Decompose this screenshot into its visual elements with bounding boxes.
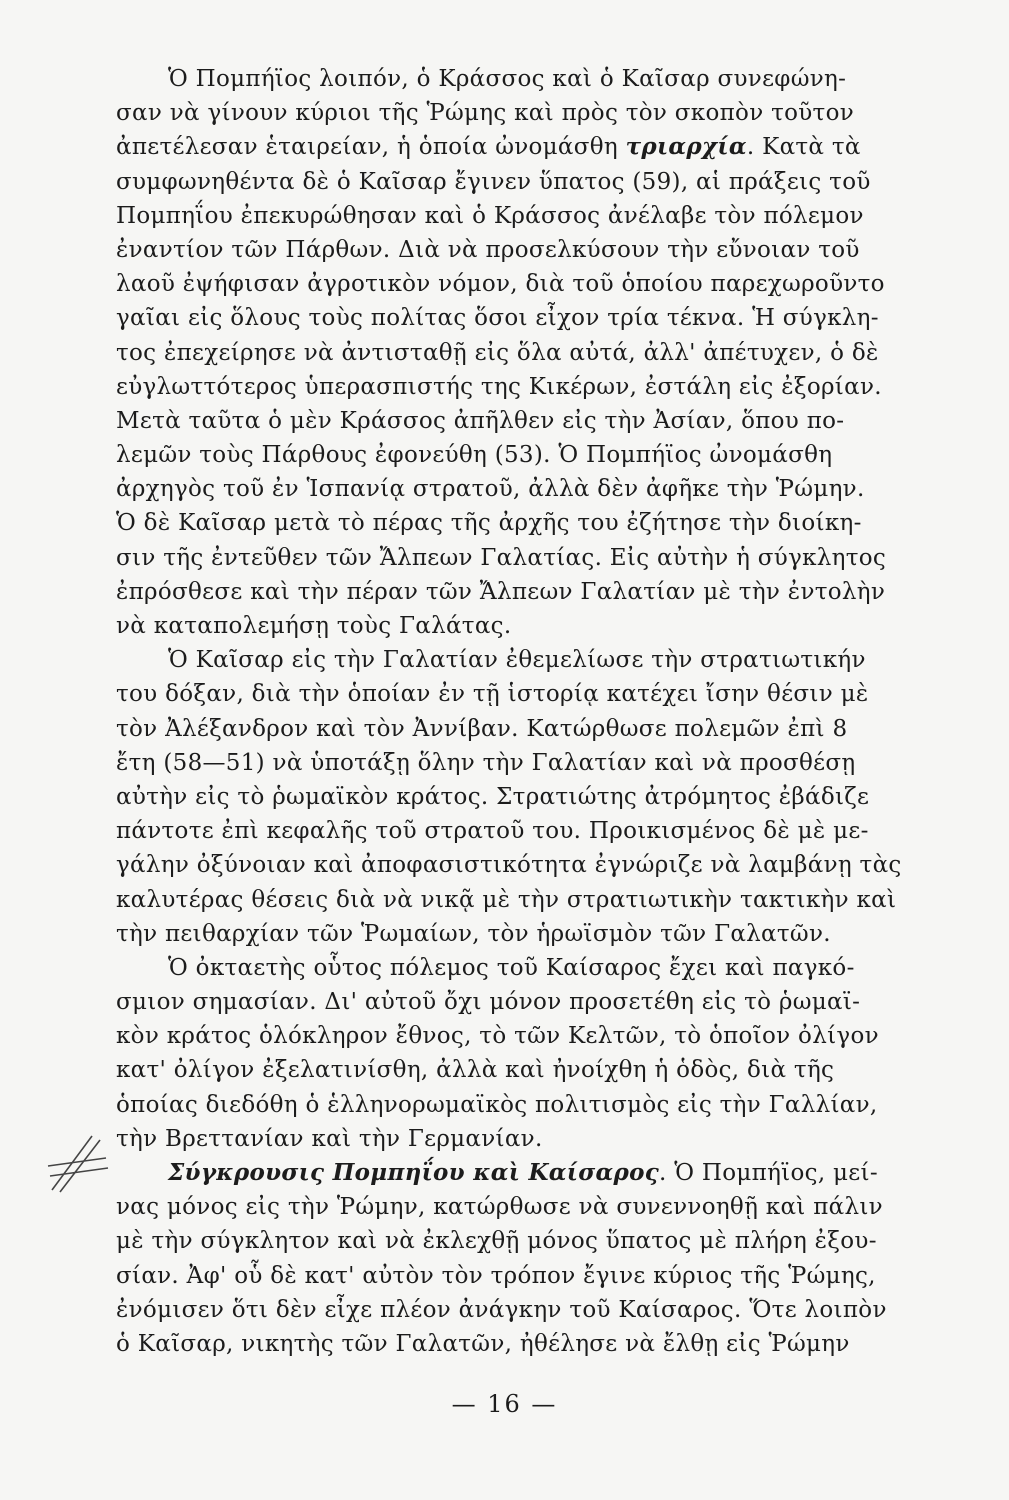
text-line: ἐπρόσθεσε καὶ τὴν πέραν τῶν Ἄλπεων Γαλατίαν μὲ τὴν ἐντολὴν bbox=[116, 578, 886, 605]
text-line: Ὁ δὲ Καῖσαρ μετὰ τὸ πέρας τῆς ἀρχῆς του ἐζήτησε τὴν διοίκη- bbox=[116, 510, 862, 537]
text-line: γαῖαι εἰς ὅλους τοὺς πολίτας ὅσοι εἶχον τρία τέκνα. Ἡ σύγκλη- bbox=[116, 305, 879, 332]
text-line bbox=[116, 1156, 962, 1190]
text-line: ὁποίας διεδόθη ὁ ἑλληνορωμαϊκὸς πολιτισμὸς εἰς τὴν Γαλλίαν, bbox=[116, 1091, 878, 1118]
line-text: ἀπετέλεσαν ἑταιρείαν, ἡ ὁποία ὠνομάσθη bbox=[116, 134, 626, 161]
emphasized-term: Σύγκρουσις Πομπηΐου καὶ Καίσαρος bbox=[168, 1159, 660, 1186]
text-line: σμιον σημασίαν. Δι' αὐτοῦ ὄχι μόνον προσετέθη εἰς τὸ ῥωμαϊ- bbox=[116, 989, 861, 1016]
text-line: ἐναντίον τῶν Πάρθων. Διὰ νὰ προσελκύσουν τὴν εὔνοιαν τοῦ bbox=[116, 236, 860, 263]
handwritten-margin-mark-icon bbox=[44, 1128, 114, 1198]
text-line: Ὁ ὀκταετὴς οὗτος πόλεμος τοῦ Καίσαρος ἔχει καὶ παγκό- bbox=[168, 954, 855, 981]
body-text bbox=[116, 62, 962, 1361]
text-line: τὸν Ἀλέξανδρον καὶ τὸν Ἀννίβαν. Κατώρθωσε πολεμῶν ἐπὶ 8 bbox=[116, 715, 848, 742]
text-line: σίαν. Ἀφ' οὗ δὲ κατ' αὐτὸν τὸν τρόπον ἔγινε κύριος τῆς Ῥώμης, bbox=[116, 1262, 876, 1289]
text-line: κατ' ὀλίγον ἐξελατινίσθη, ἀλλὰ καὶ ἠνοίχθη ἡ ὁδὸς, διὰ τῆς bbox=[116, 1057, 835, 1084]
text-line: λεμῶν τοὺς Πάρθους ἐφονεύθη (53). Ὁ Πομπήϊος ὠνομάσθη bbox=[116, 442, 833, 469]
text-line: ἔτη (58—51) νὰ ὑποτάξῃ ὅλην τὴν Γαλατίαν καὶ νὰ προσθέσῃ bbox=[116, 749, 856, 776]
text-line: τος ἐπεχείρησε νὰ ἀντισταθῇ εἰς ὅλα αὐτά, ἀλλ' ἀπέτυχεν, ὁ δὲ bbox=[116, 339, 879, 366]
text-line: συμφωνηθέντα δὲ ὁ Καῖσαρ ἔγινεν ὕπατος (59), αἱ πράξεις τοῦ bbox=[116, 168, 871, 195]
text-line: νας μόνος εἰς τὴν Ῥώμην, κατώρθωσε νὰ συνεννοηθῇ καὶ πάλιν bbox=[116, 1194, 883, 1221]
text-line: μὲ τὴν σύγκλητον καὶ νὰ ἐκλεχθῇ μόνος ὕπατος μὲ πλήρη ἐξου- bbox=[116, 1228, 877, 1255]
page-number: — 16 — bbox=[451, 1390, 558, 1418]
text-line: ὁ Καῖσαρ, νικητὴς τῶν Γαλατῶν, ἠθέλησε νὰ ἔλθῃ εἰς Ῥώμην bbox=[116, 1330, 850, 1357]
text-line: αὐτὴν εἰς τὸ ῥωμαϊκὸν κράτος. Στρατιώτης ἀτρόμητος ἐβάδιζε bbox=[116, 783, 870, 810]
text-line: τὴν Βρεττανίαν καὶ τὴν Γερμανίαν. bbox=[116, 1125, 543, 1152]
text-line: γάλην ὀξύνοιαν καὶ ἀποφασιστικότητα ἐγνώριζε νὰ λαμβάνῃ τὰς bbox=[116, 852, 902, 879]
line-text: . Κατὰ τὰ bbox=[746, 134, 861, 161]
text-line: Ὁ Καῖσαρ εἰς τὴν Γαλατίαν ἐθεμελίωσε τὴν στρατιωτικήν bbox=[168, 647, 866, 674]
text-line: σιν τῆς ἐντεῦθεν τῶν Ἄλπεων Γαλατίας. Εἰς αὐτὴν ἡ σύγκλητος bbox=[116, 544, 887, 571]
text-line: εὐγλωττότερος ὑπερασπιστής της Κικέρων, ἐστάλη εἰς ἐξορίαν. bbox=[116, 373, 882, 400]
text-line: τὴν πειθαρχίαν τῶν Ῥωμαίων, τὸν ἡρωϊσμὸν τῶν Γαλατῶν. bbox=[116, 920, 831, 947]
emphasized-term: τριαρχία bbox=[625, 133, 747, 161]
text-line: Μετὰ ταῦτα ὁ μὲν Κράσσος ἀπῆλθεν εἰς τὴν Ἀσίαν, ὅπου πο- bbox=[116, 407, 845, 434]
line-text: . Ὁ Πομπήϊος, μεί- bbox=[659, 1160, 878, 1186]
text-line: του δόξαν, διὰ τὴν ὁποίαν ἐν τῇ ἱστορίᾳ κατέχει ἴσην θέσιν μὲ bbox=[116, 681, 869, 708]
text-line: Ὁ Πομπήϊος λοιπόν, ὁ Κράσσος καὶ ὁ Καῖσαρ συνεφώνη- bbox=[168, 66, 847, 92]
text-line bbox=[116, 130, 962, 164]
text-line: σαν νὰ γίνουν κύριοι τῆς Ῥώμης καὶ πρὸς τὸν σκοπὸν τοῦτον bbox=[116, 100, 854, 127]
text-line: καλυτέρας θέσεις διὰ νὰ νικᾷ μὲ τὴν στρατιωτικὴν τακτικὴν καὶ bbox=[116, 886, 897, 913]
text-line: νὰ καταπολεμήσῃ τοὺς Γαλάτας. bbox=[116, 613, 512, 639]
text-line: λαοῦ ἐψήφισαν ἀγροτικὸν νόμον, διὰ τοῦ ὁποίου παρεχωροῦντο bbox=[116, 271, 885, 298]
text-line: ἐνόμισεν ὅτι δὲν εἶχε πλέον ἀνάγκην τοῦ Καίσαρος. Ὅτε λοιπὸν bbox=[116, 1296, 887, 1323]
text-line: ἀρχηγὸς τοῦ ἐν Ἱσπανίᾳ στρατοῦ, ἀλλὰ δὲν ἀφῆκε τὴν Ῥώμην. bbox=[116, 476, 865, 503]
text-line: Πομπηΐου ἐπεκυρώθησαν καὶ ὁ Κράσσος ἀνέλαβε τὸν πόλεμον bbox=[116, 202, 864, 229]
text-line: κὸν κράτος ὁλόκληρον ἔθνος, τὸ τῶν Κελτῶν, τὸ ὁποῖον ὀλίγον bbox=[116, 1023, 879, 1050]
text-line: πάντοτε ἐπὶ κεφαλῆς τοῦ στρατοῦ του. Προικισμένος δὲ μὲ με- bbox=[116, 818, 869, 845]
